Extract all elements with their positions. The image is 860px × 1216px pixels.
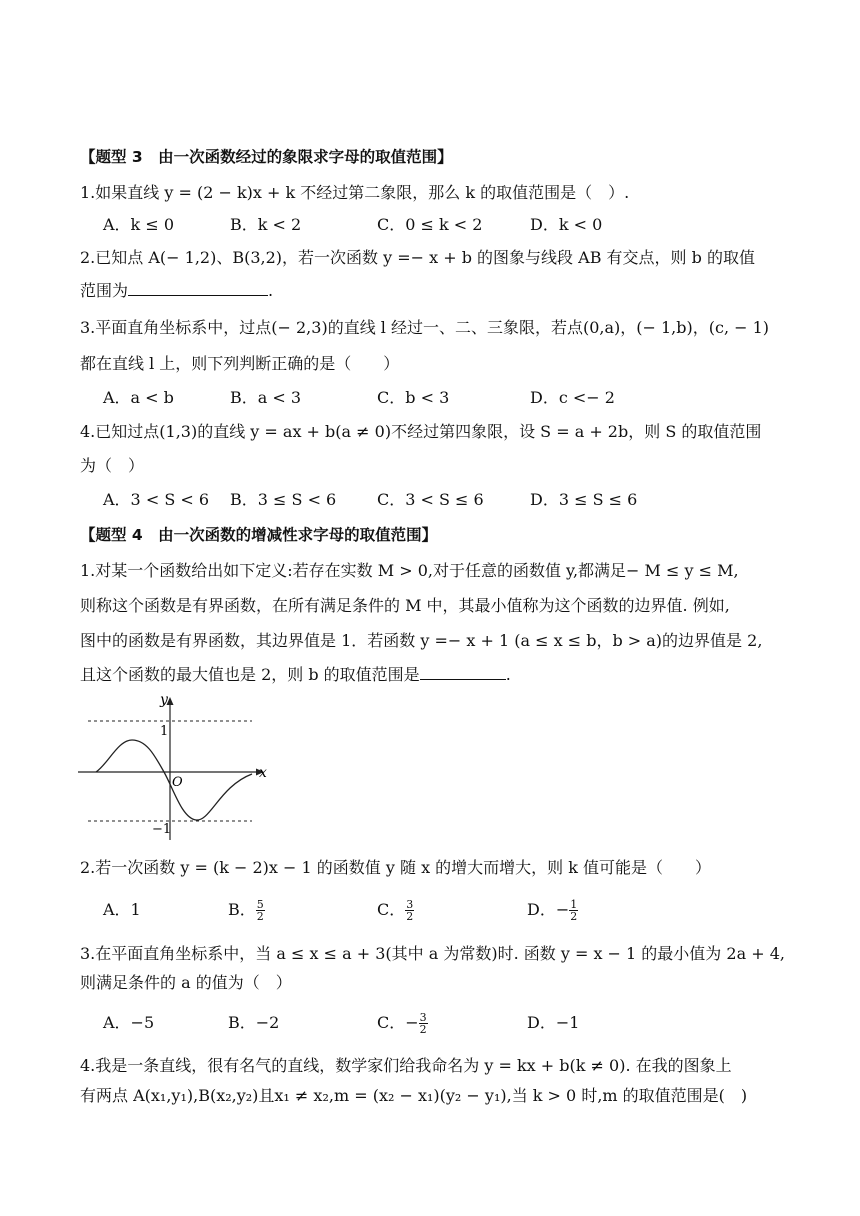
s3-q3-option-b: B．a < 3	[230, 388, 302, 407]
s4-q1-line4	[80, 664, 511, 686]
s3-q3-line2: 都在直线 l 上，则下列判断正确的是（ ）	[80, 354, 400, 373]
s3-q4-line2: 为（ ）	[80, 456, 145, 475]
section-4-title: 【题型 4 由一次函数的增减性求字母的取值范围】	[80, 526, 438, 544]
fraction: $\frac{5}{2}$	[256, 898, 264, 923]
s3-q4-option-d: D．3 ≤ S ≤ 6	[530, 490, 638, 509]
s3-q3-option-a: A．a < b	[103, 388, 174, 407]
answer-blank[interactable]	[420, 665, 506, 680]
fraction: $\frac{3}{2}$	[419, 1011, 427, 1036]
s4-q3-option-a: A．−5	[103, 1013, 155, 1032]
s3-q2-line1: 2.已知点 A(− 1,2)、B(3,2)，若一次函数 y =− x + b 的图象与线段 AB 有交点，则 b 的取值	[80, 248, 755, 267]
s4-q2-option-a: A．1	[103, 900, 141, 919]
s4-q1-line3: 图中的函数是有界函数，其边界值是 1．若函数 y =− x + 1 (a ≤ x ≤ b，b > a)的边界值是 2,	[80, 631, 763, 650]
s4-q1-line2: 则称这个函数是有界函数，在所有满足条件的 M 中，其最小值称为这个函数的边界值. 例如,	[80, 596, 730, 615]
s4-q4-line2: 有两点 A(x₁,y₁),B(x₂,y₂)且x₁ ≠ x₂,m = (x₂ − x₁)(y₂ − y₁),当 k > 0 时,m 的取值范围是( )	[80, 1086, 748, 1105]
y-axis-label: y	[160, 692, 168, 708]
s4-q1-line1: 1.对某一个函数给出如下定义:若存在实数 M > 0,对于任意的函数值 y,都满足− M ≤ y ≤ M,	[80, 561, 739, 580]
s4-q2-option-b: B． $\frac{5}{2}$	[228, 898, 264, 923]
s3-q1-option-b: B．k < 2	[230, 215, 302, 234]
tick-label-minus-1: −1	[152, 822, 172, 837]
section-3-title: 【题型 3 由一次函数经过的象限求字母的取值范围】	[80, 148, 453, 166]
s4-q1-line4-start: 且这个函数的最大值也是 2，则 b 的取值范围是	[80, 665, 420, 684]
tick-label-1: 1	[160, 724, 169, 739]
s3-q3-option-c: C．b < 3	[377, 388, 450, 407]
s3-q4-option-c: C．3 < S ≤ 6	[377, 490, 484, 509]
s4-q3-option-c: C．− $\frac{3}{2}$	[377, 1011, 427, 1036]
s3-q1-option-a: A．k ≤ 0	[103, 215, 175, 234]
s3-q2-line2	[80, 280, 273, 302]
s3-q4-option-a: A．3 < S < 6	[103, 490, 210, 509]
answer-blank[interactable]	[128, 281, 268, 296]
fraction: $\frac{1}{2}$	[570, 898, 578, 923]
s4-q2-option-d: D．− $\frac{1}{2}$	[527, 898, 578, 923]
s3-q1-text: 1.如果直线 y = (2 − k)x + k 不经过第二象限，那么 k 的取值范围是（ ）.	[80, 183, 630, 202]
s3-q4-option-b: B．3 ≤ S < 6	[230, 490, 337, 509]
origin-label: O	[172, 775, 183, 790]
s4-q3-line1: 3.在平面直角坐标系中，当 a ≤ x ≤ a + 3(其中 a 为常数)时. 函数 y = x − 1 的最小值为 2a + 4,	[80, 944, 785, 963]
s4-q4-line1: 4.我是一条直线，很有名气的直线，数学家们给我命名为 y = kx + b(k ≠ 0). 在我的图象上	[80, 1056, 732, 1075]
fraction: $\frac{3}{2}$	[406, 898, 414, 923]
s3-q4-line1: 4.已知过点(1,3)的直线 y = ax + b(a ≠ 0)不经过第四象限，设 S = a + 2b，则 S 的取值范围	[80, 422, 762, 441]
s3-q3-line1: 3.平面直角坐标系中，过点(− 2,3)的直线 l 经过一、二、三象限，若点(0,a)，(− 1,b)，(c, − 1)	[80, 318, 770, 337]
function-graph	[74, 690, 274, 850]
s4-q2-option-c: C． $\frac{3}{2}$	[377, 898, 414, 923]
x-axis-label: x	[259, 765, 267, 781]
s4-q2-text: 2.若一次函数 y = (k − 2)x − 1 的函数值 y 随 x 的增大而增大，则 k 值可能是（ ）	[80, 858, 712, 877]
s3-q1-option-d: D．k < 0	[530, 215, 603, 234]
s4-q1-line4-end: .	[505, 665, 511, 684]
s3-q3-option-d: D．c <− 2	[530, 388, 615, 407]
s4-q3-option-d: D．−1	[527, 1013, 580, 1032]
s3-q2-line2-start: 范围为	[80, 281, 129, 300]
s4-q3-line2: 则满足条件的 a 的值为（ ）	[80, 973, 292, 992]
s4-q3-option-b: B．−2	[228, 1013, 280, 1032]
s3-q1-option-c: C．0 ≤ k < 2	[377, 215, 483, 234]
s3-q2-line2-end: .	[268, 281, 274, 300]
